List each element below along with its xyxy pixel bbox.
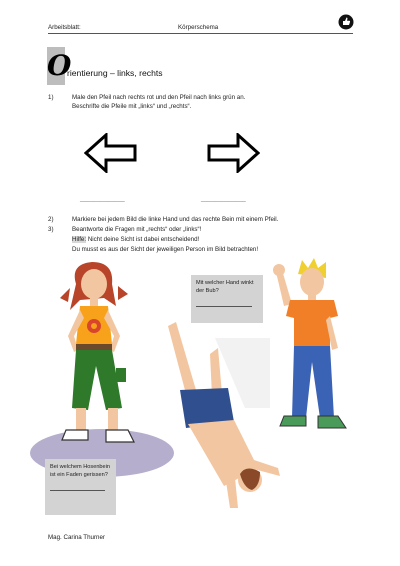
acrobat-illustration xyxy=(160,318,290,518)
girl-question-text: Bei welchem Hosenbein ist ein Faden gerissen? xyxy=(50,464,111,479)
girl-question-box xyxy=(45,459,116,515)
task1-number: 1) xyxy=(48,94,54,101)
task1-line2: Beschrifte die Pfeile mit „links“ und „rechts“. xyxy=(72,103,192,110)
right-arrow-outline-icon[interactable] xyxy=(206,133,260,173)
thumbs-up-icon xyxy=(338,14,354,30)
task3-line2 xyxy=(72,236,199,245)
boy-question-box xyxy=(191,275,263,323)
hint-label: Hilfe: xyxy=(72,236,87,243)
left-arrow-outline-icon[interactable] xyxy=(84,133,138,173)
title-initial: O xyxy=(47,47,65,85)
left-arrow-answer-line[interactable]: _____________ xyxy=(80,195,125,202)
girl-answer-line[interactable] xyxy=(50,490,105,491)
boy-illustration xyxy=(272,258,372,436)
hint-text: Nicht deine Sicht ist dabei entscheidend! xyxy=(86,236,200,243)
boy-answer-line[interactable] xyxy=(196,306,252,307)
task2-number: 2) xyxy=(48,216,54,223)
task1-line1: Male den Pfeil nach rechts rot und den Pfeil nach links grün an. xyxy=(72,94,246,101)
task3-line3: Du musst es aus der Sicht der jeweiligen Person im Bild betrachten! xyxy=(72,246,259,253)
right-arrow-answer-line[interactable]: _____________ xyxy=(201,195,246,202)
girl-illustration xyxy=(30,258,180,482)
task2-text: Markiere bei jedem Bild die linke Hand und das rechte Bein mit einem Pfeil. xyxy=(72,216,279,223)
header-divider xyxy=(48,33,353,34)
header-title: Körperschema xyxy=(178,24,219,31)
task3-line1: Beantworte die Fragen mit „rechts“ oder „links“! xyxy=(72,226,202,233)
boy-question-text: Mit welcher Hand winkt der Bub? xyxy=(196,280,254,295)
page-title: rientierung – links, rechts xyxy=(67,68,163,78)
task3-number: 3) xyxy=(48,226,54,233)
header-left: Arbeitsblatt: xyxy=(48,24,81,31)
footer-author: Mag. Carina Thurner xyxy=(48,534,105,541)
